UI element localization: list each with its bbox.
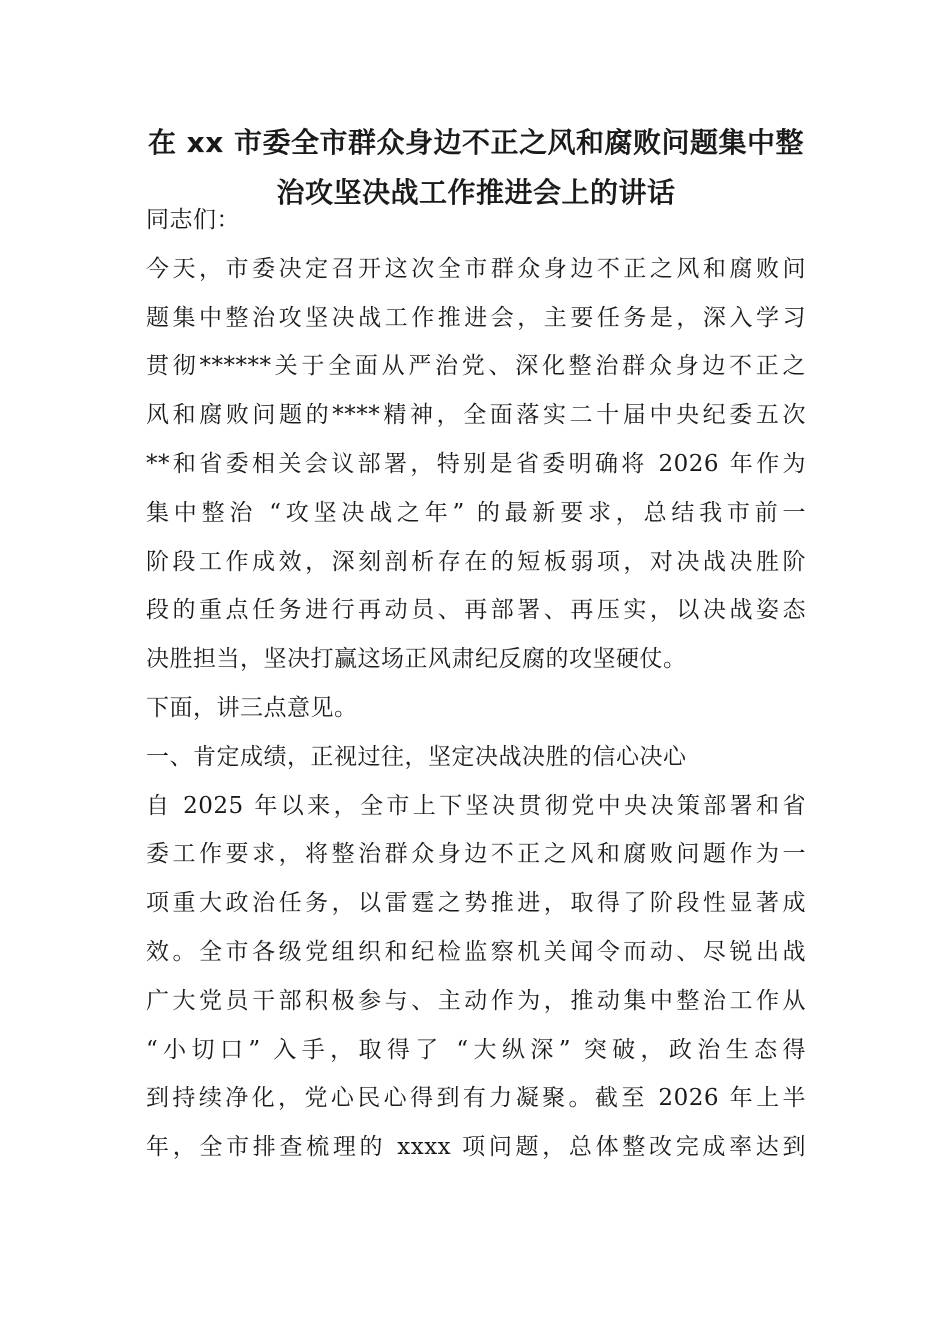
body-line: 题集中整治攻坚决战工作推进会，主要任务是，深入学习 (146, 304, 806, 331)
title-line-2: 治攻坚决战工作推进会上的讲话 (276, 176, 676, 209)
body-line: 贯彻******关于全面从严治党、深化整治群众身边不正之 (146, 353, 806, 380)
body-line: 自 2025 年以来，全市上下坚决贯彻党中央决策部署和省 (146, 792, 806, 819)
body-line: 决胜担当，坚决打赢这场正风肃纪反腐的攻坚硬仗。 (146, 646, 687, 673)
section-heading: 一、肯定成绩，正视过往，坚定决战决胜的信心决心 (146, 743, 687, 770)
body-line: 今天，市委决定召开这次全市群众身边不正之风和腐败问 (146, 255, 806, 282)
body-line: 阶段工作成效，深刻剖析存在的短板弱项，对决战决胜阶 (146, 548, 806, 575)
salutation: 同志们： (146, 207, 240, 233)
body-line: 到持续净化，党心民心得到有力凝聚。截至 2026 年上半 (146, 1085, 806, 1112)
body-line: 段的重点任务进行再动员、再部署、再压实，以决战姿态 (146, 597, 806, 624)
body-line: 委工作要求，将整治群众身边不正之风和腐败问题作为一 (146, 841, 806, 868)
body-line: 下面，讲三点意见。 (146, 694, 358, 721)
body-line: “小切口” 入手，取得了 “大纵深” 突破，政治生态得 (146, 1036, 806, 1063)
body-line: 风和腐败问题的****精神，全面落实二十届中央纪委五次 (146, 402, 806, 429)
body-line: 年，全市排查梳理的 xxxx 项问题，总体整改完成率达到 (146, 1134, 806, 1161)
body-line: 集中整治 “攻坚决战之年” 的最新要求，总结我市前一 (146, 499, 806, 526)
body-line: 项重大政治任务，以雷霆之势推进，取得了阶段性显著成 (146, 890, 806, 917)
document-body (146, 196, 806, 1172)
body-line: 效。全市各级党组织和纪检监察机关闻令而动、尽锐出战 (146, 938, 806, 965)
body-line: **和省委相关会议部署，特别是省委明确将 2026 年作为 (146, 450, 806, 477)
body-line: 广大党员干部积极参与、主动作为，推动集中整治工作从 (146, 987, 806, 1014)
title-line-1: 在 xx 市委全市群众身边不正之风和腐败问题集中整 (147, 126, 805, 159)
